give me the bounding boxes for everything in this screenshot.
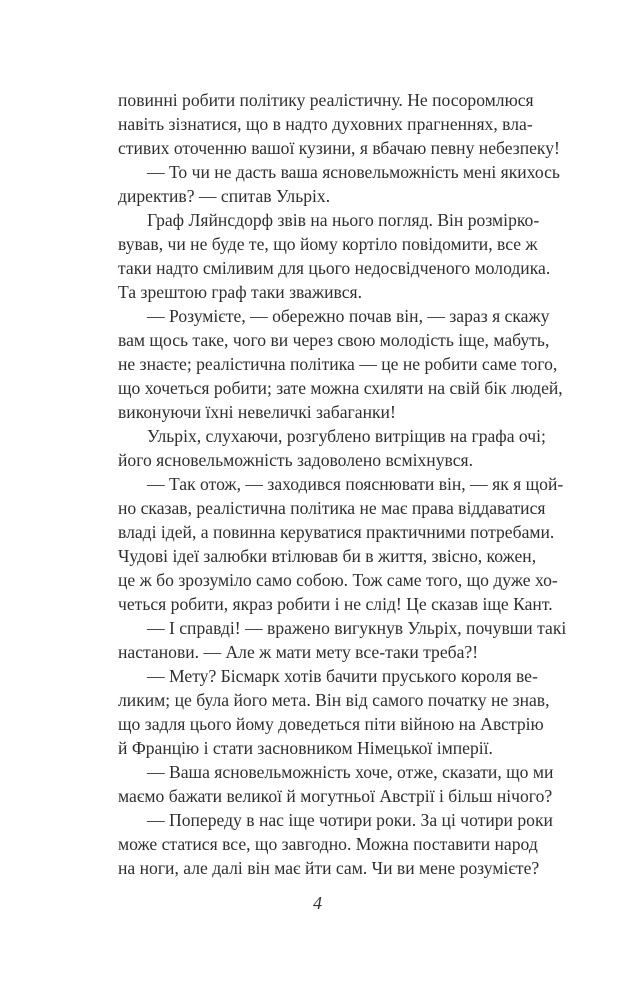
text-line: вував, чи не буде те, що йому кортіло повідомити, все ж xyxy=(118,234,538,254)
text-line: Граф Ляйнсдорф звів на нього погляд. Він розмірко- xyxy=(147,210,540,230)
text-line: вам щось таке, чого ви через свою молодість іще, мабуть, xyxy=(118,330,550,350)
text-line: настанови. — Але ж мати мету все-таки треба?! xyxy=(118,642,479,662)
text-line: його ясновельможність задоволено всміхнувся. xyxy=(118,450,473,470)
text-line: навіть зізнатися, що в надто духовних прагненнях, вла- xyxy=(118,114,533,134)
text-line: на ноги, але далі він має йти сам. Чи ви мене розумієте? xyxy=(118,858,540,878)
book-page-text xyxy=(118,88,567,880)
text-line: четься робити, якраз робити і не слід! Це сказав іще Кант. xyxy=(118,594,553,614)
text-line: директив? — спитав Ульріх. xyxy=(118,186,331,206)
text-line: що хочеться робити; зате можна схиляти на свій бік людей, xyxy=(118,378,563,398)
text-line: — Ваша ясновельможність хоче, отже, сказати, що ми xyxy=(147,762,554,782)
text-line: ликим; це була його мета. Він від самого початку не знав, xyxy=(118,690,550,710)
text-line: Чудові ідеї залюбки втілював би в життя, звісно, кожен, xyxy=(118,546,537,566)
text-line: — І справді! — вражено вигукнув Ульріх, почувши такі xyxy=(147,618,567,638)
text-line: може статися все, що завгодно. Можна поставити народ xyxy=(118,834,538,854)
text-line: владі ідей, а повинна керуватися практичними потребами. xyxy=(118,522,555,542)
text-line: стивих оточенню вашої кузини, я вбачаю певну небезпеку! xyxy=(118,138,560,158)
text-line: Ульріх, слухаючи, розгублено витріщив на графа очі; xyxy=(147,426,546,446)
text-line: — Розумієте, — обережно почав він, — зараз я скажу xyxy=(147,306,550,326)
text-line: й Францію і стати засновником Німецької імперії. xyxy=(118,738,493,758)
text-line: Та зрештою граф таки зважився. xyxy=(118,282,363,302)
text-line: це ж бо зрозуміло само собою. Тож саме того, що дуже хо- xyxy=(118,570,558,590)
text-line: — Мету? Бісмарк хотів бачити пруського короля ве- xyxy=(147,666,538,686)
text-line: що задля цього йому доведеться піти війною на Австрію xyxy=(118,714,544,734)
text-line: повинні робити політику реалістичну. Не посоромлюся xyxy=(118,90,534,110)
text-line: не знаєте; реалістична політика — це не робити саме того, xyxy=(118,354,558,374)
page-number: 4 xyxy=(313,893,322,913)
text-line: маємо бажати великої й могутньої Австрії і більш нічого? xyxy=(118,786,553,806)
text-line: виконуючи їхні невеличкі забаганки! xyxy=(118,402,396,422)
text-line: — Попереду в нас іще чотири роки. За ці чотири роки xyxy=(147,810,553,830)
text-line: таки надто сміливим для цього недосвідченого молодика. xyxy=(118,258,551,278)
text-line: но сказав, реалістична політика не має права віддаватися xyxy=(118,498,546,518)
text-line: — То чи не дасть ваша ясновельможність мені якихось xyxy=(147,162,560,182)
text-line: — Так отож, — заходився пояснювати він, — як я щой- xyxy=(147,474,564,494)
